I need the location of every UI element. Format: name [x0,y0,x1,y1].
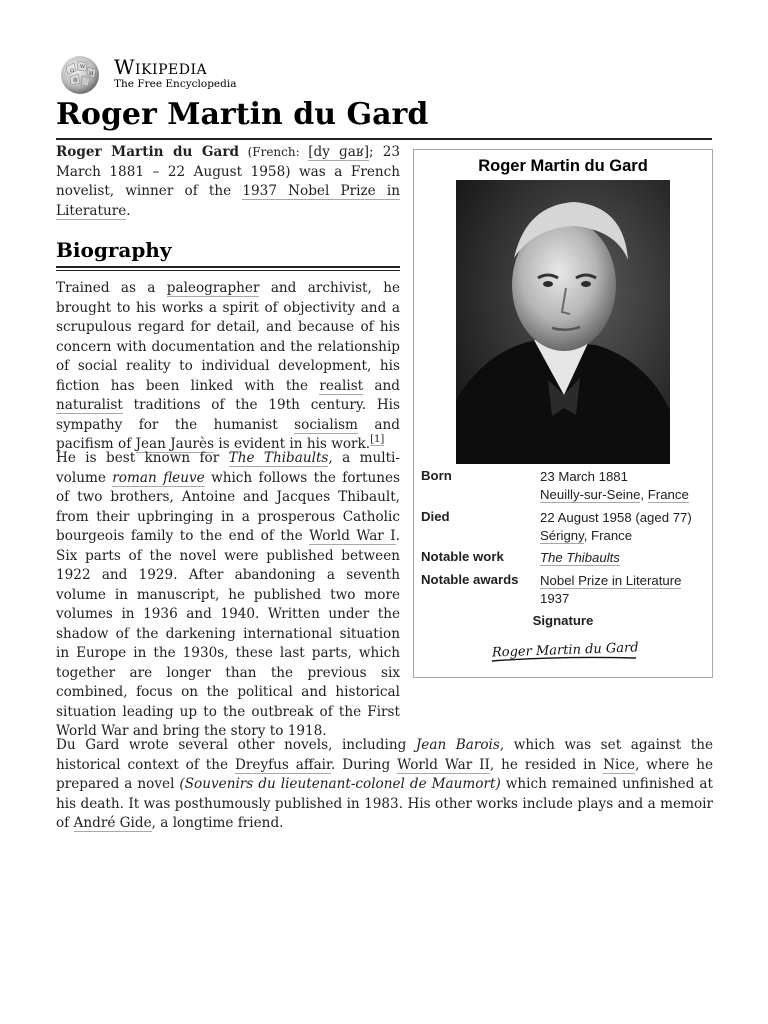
svg-text:И: И [89,71,94,77]
reference-1-link[interactable]: [1] [370,434,385,446]
svg-text:Ω: Ω [70,68,75,74]
link-nice[interactable]: Nice [603,756,636,773]
svg-text:W: W [80,64,86,70]
page-title: Roger Martin du Gard [56,96,712,140]
link-dreyfus-affair[interactable]: Dreyfus affair [235,756,332,773]
link-france[interactable]: France [647,487,689,502]
link-neuilly-sur-seine[interactable]: Neuilly-sur-Seine [540,487,641,502]
lead-name: Roger Martin du Gard [56,144,239,160]
section-heading-biography: Biography [56,236,400,268]
lead-paragraph: Roger Martin du Gard (French: [dy ɡaʁ]; 23 March 1881 – 22 August 1958) was a French novelist, winner of the 1937 Nobel Prize in Literature. [56,144,400,219]
link-world-war-i[interactable]: World War I [309,528,396,544]
wikipedia-wordmark: Wikipedia [114,55,208,79]
portrait-photo[interactable] [456,180,670,464]
ipa-link[interactable]: [dy ɡaʁ] [308,144,370,160]
infobox-title: Roger Martin du Gard [478,157,648,175]
svg-text:Roger Martin du Gard: Roger Martin du Gard [491,640,639,661]
biography-paragraph-2: He is best known for The Thibaults, a multi-volume roman fleuve which follows the fortunes of two brothers, Antoine and Jacques Thibault, from their upbringing in a prosperous Catholic bourgeois family to the end of the World War I. Six parts of the novel were published between 1922 and 1929. After abandoning a seventh volume in manuscript, he published two more volumes in 1936 and 1940. Written under the shadow of the darkening international situation in Europe in the 1930s, these last parts, which together are longer than the previous six combined, focus on the political and historical situation leading up to the outbreak of the First World War and bring the story to 1918. [56,450,400,739]
link-nobel-prize-literature[interactable]: Nobel Prize in Literature [540,573,682,588]
biography-paragraph-1: Trained as a paleographer and archivist, he brought to his works a spirit of objectivity and a scrupulous regard for detail, and because of his concern with documentation and the relationship of social reality to individual development, his fiction has been linked with the realist and naturalist traditions of the 19th century. His sympathy for the humanist socialism and pacifism of Jean Jaurès is evident in his work.[1] [56,280,401,452]
link-roman-fleuve[interactable]: roman fleuve [112,469,205,486]
biography-paragraph-3: Du Gard wrote several other novels, including Jean Barois, which was set against the historical context of the Dreyfus affair. During World War II, he resided in Nice, where he prepared a novel (Souvenirs du lieutenant-colonel de Maumort) which remained unfinished at his death. It was posthumously published in 1983. His other works include plays and a memoir of André Gide, a longtime friend. [56,737,714,831]
link-andre-gide[interactable]: André Gide [73,815,152,831]
link-socialism[interactable]: socialism [294,416,358,433]
link-world-war-ii[interactable]: World War II [397,756,490,773]
wikipedia-tagline: The Free Encyclopedia [114,78,237,90]
signature-image[interactable] [488,634,640,670]
link-serigny[interactable]: Sérigny [540,528,584,543]
infobox: Roger Martin du Gard Born 23 March 1881 Neuilly-sur-Seine, France Died 22 August 1958 (aged 77) Sérigny, France Notable work The Thibaults Notable awards Nobel Prize in Literature 1937 Signature Roger Martin du Gard [413,149,713,678]
link-the-thibaults[interactable]: The Thibaults [228,450,329,466]
link-realist[interactable]: realist [319,377,364,394]
link-jean-jaures[interactable]: Jean Jaurès [135,436,215,452]
link-paleographer[interactable]: paleographer [166,280,260,296]
wikipedia-logo[interactable] [56,53,256,95]
link-naturalist[interactable]: naturalist [56,397,123,413]
link-the-thibaults-infobox[interactable]: The Thibaults [540,550,620,565]
wikipedia-globe-icon [56,55,104,95]
link-1937-nobel-prize[interactable]: 1937 Nobel Prize in Literature [56,183,400,219]
signature-label: Signature [532,613,594,628]
svg-text:維: 維 [73,78,79,84]
